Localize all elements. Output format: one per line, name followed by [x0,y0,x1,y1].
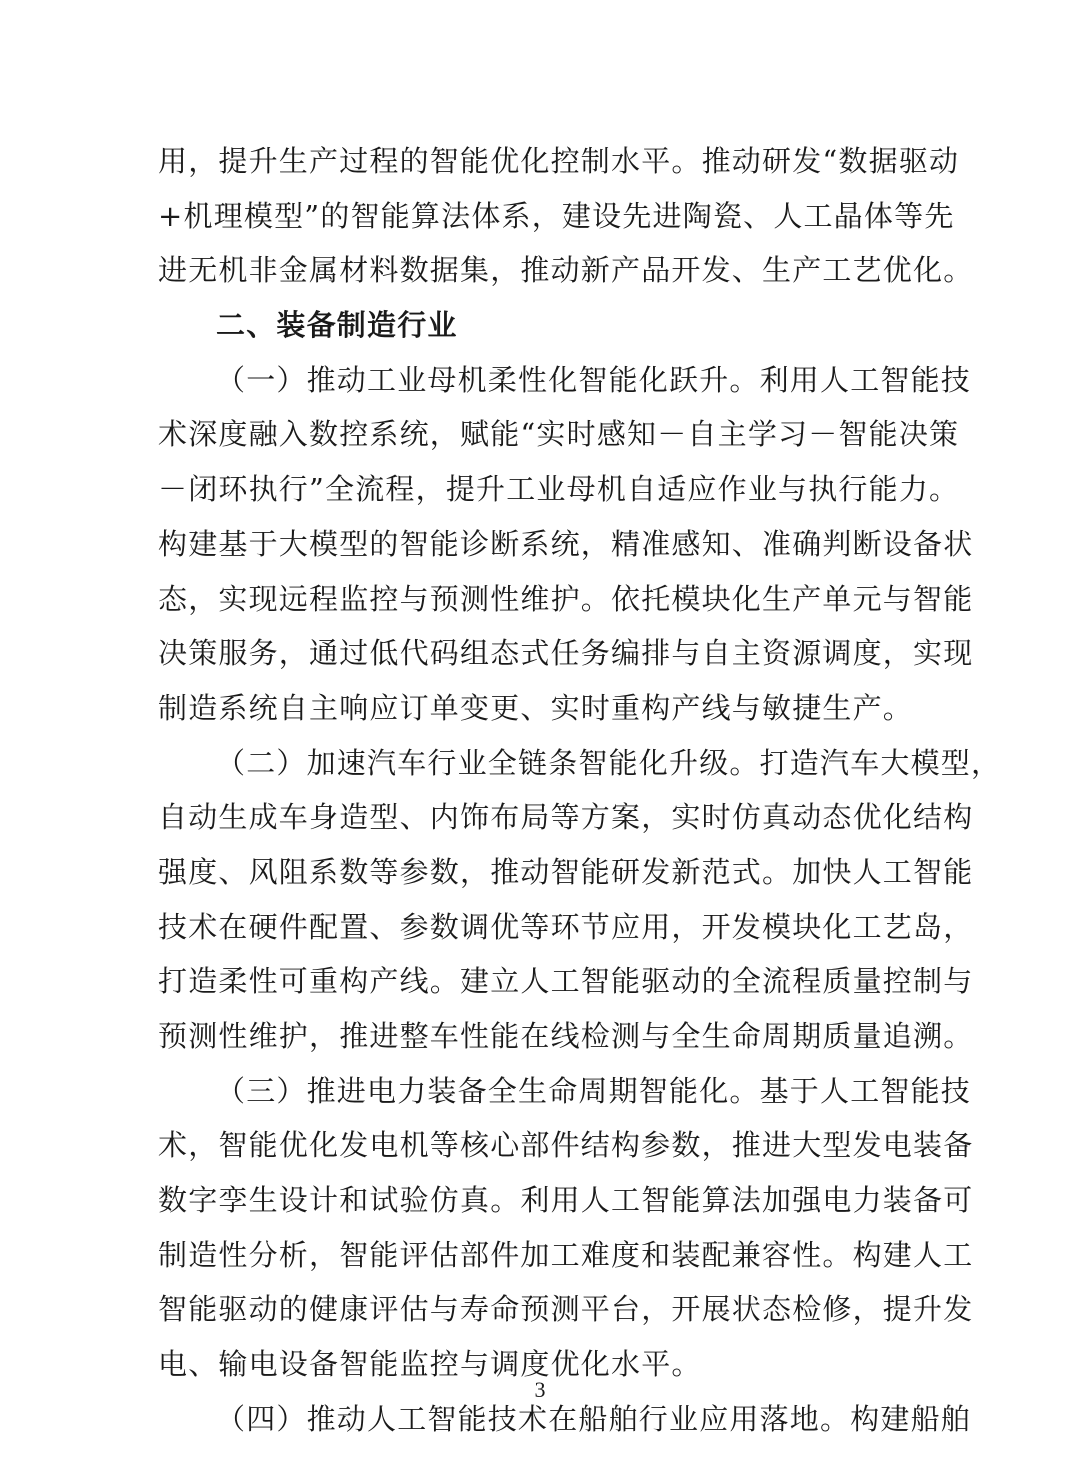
body-line: 强度、风阻系数等参数，推动智能研发新范式。加快人工智能 [158,854,974,889]
document-body [158,134,1002,1447]
body-line: 打造柔性可重构产线。建立人工智能驱动的全流程质量控制与 [158,964,974,999]
section-heading: 二、装备制造行业 [216,308,458,343]
body-line: 态，实现远程监控与预测性维护。依托模块化生产单元与智能 [158,581,974,616]
body-line: 决策服务，通过低代码组态式任务编排与自主资源调度，实现 [158,636,974,671]
paragraph-first-line: （三）推进电力装备全生命周期智能化。基于人工智能技 [216,1073,972,1108]
body-line: 用，提升生产过程的智能优化控制水平。推动研发“数据驱动 [158,144,960,178]
body-line: 数字孪生设计和试验仿真。利用人工智能算法加强电力装备可 [158,1183,974,1218]
body-line: 制造性分析，智能评估部件加工难度和装配兼容性。构建人工 [158,1237,974,1272]
body-line: 术，智能优化发电机等核心部件结构参数，推进大型发电装备 [158,1128,974,1163]
paragraph-first-line: （二）加速汽车行业全链条智能化升级。打造汽车大模型， [216,745,1002,780]
body-line: +机理模型”的智能算法体系，建设先进陶瓷、人工晶体等先 [158,198,955,233]
body-line: 技术在硬件配置、参数调优等环节应用，开发模块化工艺岛， [158,909,974,944]
body-line: 构建基于大模型的智能诊断系统，精准感知、准确判断设备状 [158,526,974,561]
page-number: 3 [534,1377,546,1402]
paragraph-first-line: （四）推动人工智能技术在船舶行业应用落地。构建船舶 [216,1401,972,1436]
body-line: 智能驱动的健康评估与寿命预测平台，开展状态检修，提升发 [158,1292,974,1327]
body-line: 电、输电设备智能监控与调度优化水平。 [158,1347,702,1382]
body-line: 术深度融入数控系统，赋能“实时感知－自主学习－智能决策 [158,417,960,452]
body-line: 预测性维护，推进整车性能在线检测与全生命周期质量追溯。 [158,1019,974,1053]
body-line: 自动生成车身造型、内饰布局等方案，实时仿真动态优化结构 [158,800,974,835]
body-line: －闭环执行”全流程，提升工业母机自适应作业与执行能力。 [158,472,960,507]
paragraph-first-line: （一）推动工业母机柔性化智能化跃升。利用人工智能技 [216,362,972,397]
body-line: 制造系统自主响应订单变更、实时重构产线与敏捷生产。 [158,690,914,725]
body-line: 进无机非金属材料数据集，推动新产品开发、生产工艺优化。 [158,253,974,288]
